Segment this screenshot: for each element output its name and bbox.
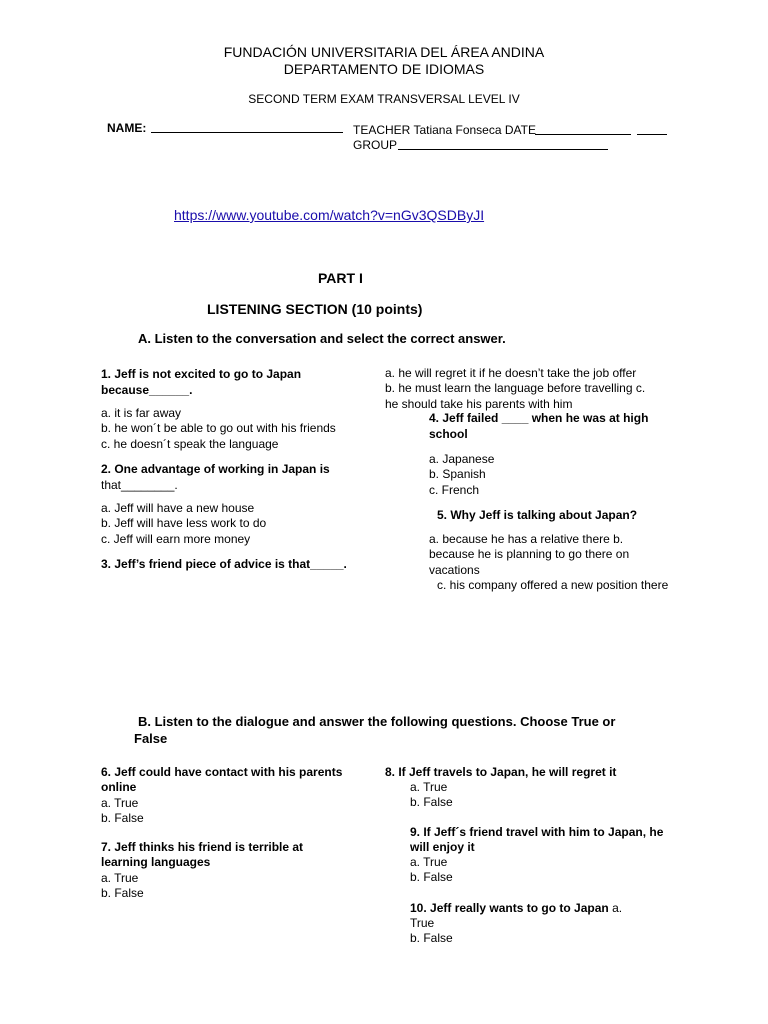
question-7: 7. Jeff thinks his friend is terrible at learning languages a. True b. False [101,840,304,900]
option: b. False [410,870,453,885]
question-10: 10. Jeff really wants to go to Japan a. True b. False [410,901,623,946]
option: a. Jeff will have a new house [101,501,255,515]
name-field[interactable] [151,121,343,133]
section-b-instruction: B. Listen to the dialogue and answer the following questions. Choose True or False [134,714,616,746]
option: a. it is far away [101,406,182,420]
section-title: LISTENING SECTION (10 points) [207,301,423,317]
question-3-options: a. he will regret it if he doesn’t take the job offer b. he must learn the language before travelling c. he should take his parents with him [385,366,646,411]
option: True [410,916,435,931]
teacher-date-label: TEACHER Tatiana Fonseca DATE [353,123,536,137]
date-extra-field[interactable] [637,123,667,135]
date-field[interactable] [535,123,631,135]
question-5-options: a. because he has a relative there b. because he is planning to go there on vacations c. his company offered a new position there [429,532,669,592]
question-6: 6. Jeff could have contact with his parents online a. True b. False [101,765,343,825]
question-3: 3. Jeff’s friend piece of advice is that_____. [101,557,347,571]
question-1-options [101,406,336,452]
question-9: 9. If Jeff´s friend travel with him to Japan, he will enjoy it a. True b. False [410,825,664,885]
option: b. False [410,795,453,810]
group-field[interactable] [398,138,608,150]
question-2-options [101,501,266,547]
option: a. True [101,870,139,885]
section-a-instruction: A. Listen to the conversation and select the correct answer. [138,331,506,346]
option: a. True [410,855,448,870]
option: b. False [101,885,144,900]
option: c. French [429,482,480,497]
option: b. Spanish [429,467,486,482]
institution-name: FUNDACIÓN UNIVERSITARIA DEL ÁREA ANDINA [223,44,545,60]
question-4-options [429,452,494,498]
question-2: 2. One advantage of working in Japan is that________. [101,462,330,492]
option: a. True [410,780,448,795]
exam-title: SECOND TERM EXAM TRANSVERSAL LEVEL IV [248,92,520,106]
option: b. False [410,931,453,946]
question-5: 5. Why Jeff is talking about Japan? [437,508,638,522]
question-1: 1. Jeff is not excited to go to Japan because______. [101,367,302,397]
option: a. Japanese [429,452,495,466]
option: b. False [101,810,144,825]
option: b. Jeff will have less work to do [101,516,267,531]
department-name: DEPARTAMENTO DE IDIOMAS [283,61,485,77]
group-label: GROUP [353,138,398,152]
option: b. he won´t be able to go out with his friends [101,421,336,436]
option: c. Jeff will earn more money [101,531,251,546]
question-8: 8. If Jeff travels to Japan, he will regret it a. True b. False [385,765,617,810]
part-title: PART I [318,270,363,286]
option: a. True [101,795,139,810]
question-4: 4. Jeff failed ____ when he was at high school [429,411,649,441]
option: c. he doesn´t speak the language [101,436,279,451]
name-label: NAME: [107,121,147,135]
youtube-link[interactable]: https://www.youtube.com/watch?v=nGv3QSDByJI [174,207,485,223]
